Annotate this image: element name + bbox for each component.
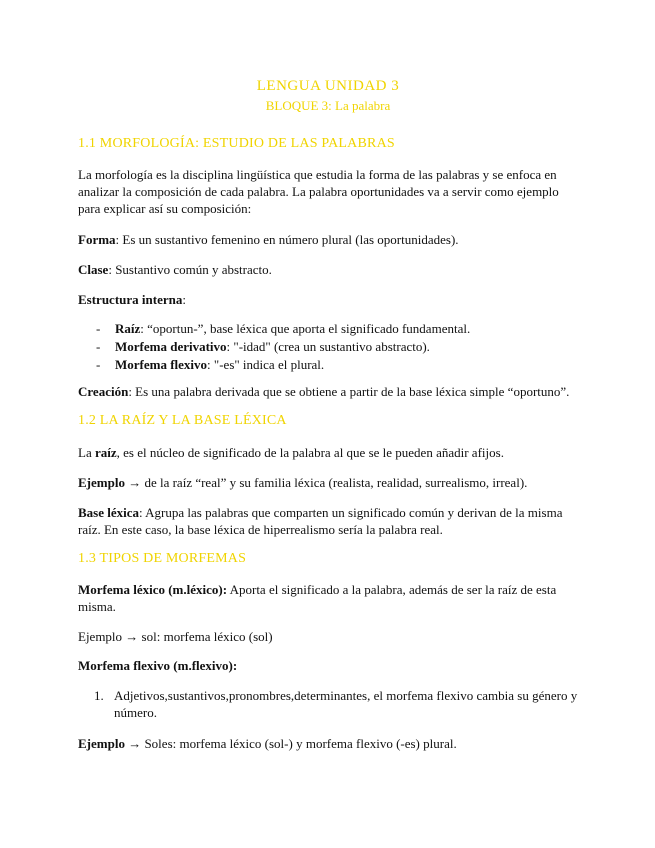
section-heading-morfologia: 1.1 MORFOLOGÍA: ESTUDIO DE LAS PALABRAS	[78, 136, 395, 151]
clase-paragraph	[78, 261, 583, 278]
list-item-text: : "-idad" (crea un sustantivo abstracto).	[226, 339, 430, 354]
creacion-text: : Es una palabra derivada que se obtiene a partir de la base léxica simple “oportuno”.	[128, 384, 570, 399]
estructura-label: Estructura interna	[78, 292, 183, 307]
list-number: 1.	[94, 688, 104, 703]
base-lexica-label: Base léxica	[78, 505, 140, 520]
estructura-text: :	[182, 292, 186, 307]
section-heading-raiz: 1.2 LA RAÍZ Y LA BASE LÉXICA	[78, 413, 287, 428]
ejemplo-paragraph	[78, 474, 583, 491]
clase-label: Clase	[78, 262, 109, 277]
raiz-label: raíz	[94, 445, 117, 460]
intro-paragraph: La morfología es la disciplina lingüística que estudia la forma de las palabras y se enfoca en analizar la composición de cada palabra. La palabra oportunidades va a servir como ejemplo para explicar así su composición:	[78, 167, 559, 216]
creacion-label: Creación	[78, 384, 129, 399]
raiz-paragraph	[78, 444, 583, 461]
creacion-paragraph	[78, 383, 583, 400]
morfema-lexico-text: Aporta el significado a la palabra, además de ser la raíz de esta misma.	[78, 582, 557, 614]
list-item-label: Raíz	[115, 321, 141, 336]
morfema-flexivo-label: Morfema flexivo (m.flexivo):	[78, 658, 238, 673]
ejemplo-soles-text: Soles: morfema léxico (sol-) y morfema flexivo (-es) plural.	[141, 736, 457, 751]
section-heading-tipos: 1.3 TIPOS DE MORFEMAS	[78, 551, 247, 566]
raiz-text: , es el núcleo de significado de la palabra al que se le pueden añadir afijos.	[116, 445, 504, 460]
base-lexica-paragraph	[78, 504, 583, 538]
raiz-pre: La	[78, 445, 95, 460]
list-item-text: : “oportun-”, base léxica que aporta el significado fundamental.	[140, 321, 471, 336]
forma-paragraph	[78, 231, 583, 248]
list-item-text: : "-es" indica el plural.	[207, 357, 325, 372]
document-title: LENGUA UNIDAD 3	[256, 78, 400, 94]
ejemplo-label: Ejemplo →	[78, 475, 142, 490]
ejemplo-soles-label: Ejemplo →	[78, 736, 142, 751]
clase-text: : Sustantivo común y abstracto.	[108, 262, 272, 277]
list-item-label: Morfema derivativo	[115, 339, 227, 354]
ejemplo-soles-paragraph	[78, 735, 583, 752]
ejemplo-sol-paragraph: Ejemplo → sol: morfema léxico (sol)	[78, 629, 273, 644]
base-lexica-text: : Agrupa las palabras que comparten un significado común y derivan de la misma raíz. En este caso, la base léxica de hiperrealismo sería la palabra real.	[78, 505, 563, 537]
list-bullet: -	[96, 321, 101, 336]
morfema-lexico-label: Morfema léxico (m.léxico):	[78, 582, 228, 597]
forma-label: Forma	[78, 232, 116, 247]
ordered-list-text: Adjetivos,sustantivos,pronombres,determinantes, el morfema flexivo cambia su género y número.	[114, 688, 578, 720]
list-bullet: -	[96, 339, 101, 354]
estructura-paragraph	[78, 291, 583, 308]
ejemplo-text: de la raíz “real” y su familia léxica (realista, realidad, surrealismo, irreal).	[141, 475, 528, 490]
morfema-flexivo-heading	[78, 657, 583, 674]
document-subtitle: BLOQUE 3: La palabra	[265, 98, 391, 113]
list-bullet: -	[96, 357, 101, 372]
morfema-lexico-paragraph	[78, 581, 583, 615]
forma-text: : Es un sustantivo femenino en número plural (las oportunidades).	[115, 232, 459, 247]
list-item-label: Morfema flexivo	[115, 357, 208, 372]
